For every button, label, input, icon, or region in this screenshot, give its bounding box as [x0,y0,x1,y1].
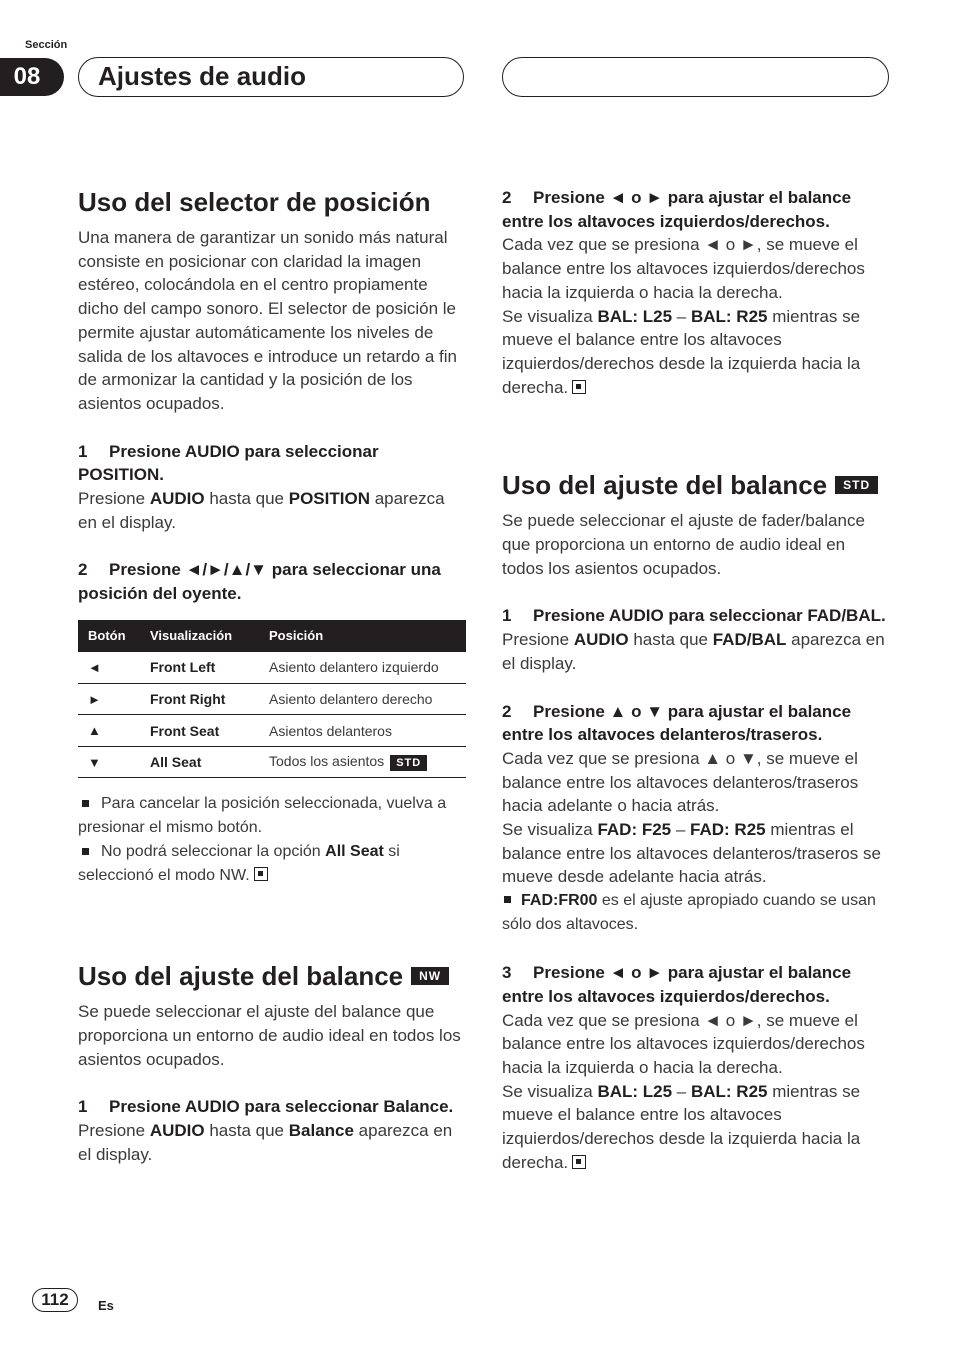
bullet-square-icon [504,896,511,903]
position-cell: Asientos delanteros [259,715,466,747]
section-heading-balance-std: Uso del ajuste del balance STD [502,469,890,501]
step-number: 2 [502,188,512,207]
table-row [78,746,466,778]
display-cell: Front Right [140,683,259,715]
bullet-square-icon [82,800,89,807]
step-number: 1 [78,1097,88,1117]
bullet-square-icon [82,848,89,855]
intro-paragraph: Se puede seleccionar el ajuste de fader/balance que proporciona un entorno de audio ideal en todos los asientos ocupados. [502,511,865,578]
nw-mode-tag: NW [411,967,449,985]
section-heading-position-selector: Uso del selector de posición [78,187,431,217]
step-number: 2 [502,701,512,721]
display-cell: All Seat [140,746,259,778]
display-cell: Front Seat [140,715,259,747]
notes [78,792,466,888]
table-header-row [78,620,466,652]
step-number: 1 [502,606,512,626]
step-body: Cada vez que se presiona ▲ o ▼, se mueve el balance entre los altavoces delanteros/traseros hacia adelante o hacia atrás. [502,748,859,816]
display-cell: Front Left [140,652,259,684]
step-2 [502,700,890,938]
step-body: Presione AUDIO hasta que FAD/BAL aparezca en el display. [502,630,885,673]
step-heading: Presione AUDIO para seleccionar Balance. [109,1097,454,1117]
language-code: Es [98,1298,114,1313]
step-2 [502,186,890,399]
step-1 [78,1095,466,1166]
note-fader-two-speakers: FAD:FR00 es el ajuste apropiado cuando se usan sólo dos altavoces. [502,892,876,934]
step-heading: Presione AUDIO para seleccionar POSITION. [78,441,379,485]
end-mark-icon [254,867,268,881]
intro-paragraph: Se puede seleccionar el ajuste del balance que proporciona un entorno de audio ideal en todos los asientos ocupados. [78,1002,461,1069]
step-body-display: Se visualiza BAL: L25 – BAL: R25 mientras se mueve el balance entre los altavoces izquierdos/derechos desde la izquierda hacia la derecha. [502,306,861,397]
button-cell: ▼ [78,746,140,778]
section-heading-balance-nw: Uso del ajuste del balance NW [78,960,466,992]
step-1 [502,604,890,675]
page-title: Ajustes de audio [98,61,307,91]
table-row [78,683,466,715]
position-cell: Asiento delantero izquierdo [259,652,466,684]
step-heading: Presione ◄ o ► para ajustar el balance entre los altavoces izquierdos/derechos. [502,963,852,1006]
end-mark-icon [572,380,586,394]
step-body: Presione AUDIO hasta que POSITION aparezca en el display. [78,489,445,532]
step-heading: Presione ◄/►/▲/▼ para seleccionar una posición del oyente. [78,560,441,604]
step-heading: Presione ◄ o ► para ajustar el balance entre los altavoces izquierdos/derechos. [502,188,852,231]
left-column [78,186,466,1167]
column-header: Visualización [140,620,259,652]
button-cell: ► [78,683,140,715]
position-cell: Asiento delantero derecho [259,683,466,715]
end-mark-icon [572,1155,586,1169]
step-3 [502,961,890,1174]
position-table [78,620,466,779]
step-body: Cada vez que se presiona ◄ o ►, se mueve el balance entre los altavoces izquierdos/derechos hacia la izquierda o hacia la derecha. [502,235,865,302]
step-number: 3 [502,963,512,983]
page-number: 112 [32,1288,78,1312]
step-1 [78,440,466,535]
step-2 [78,558,466,605]
position-cell: Todos los asientos STD [259,746,466,778]
right-column [502,186,890,1175]
header-empty-frame [502,57,889,97]
section-number-badge: 08 [0,58,64,96]
note-cancel-position: Para cancelar la posición seleccionada, vuelva a presionar el mismo botón. [78,795,447,837]
step-number: 2 [78,560,88,580]
std-mode-tag: STD [390,755,427,771]
step-heading: Presione AUDIO para seleccionar FAD/BAL. [533,606,886,626]
step-number: 1 [78,441,88,461]
step-body: Cada vez que se presiona ◄ o ►, se mueve el balance entre los altavoces izquierdos/derechos hacia la izquierda o hacia la derecha. [502,1010,865,1077]
std-mode-tag: STD [835,476,878,494]
table-row [78,715,466,747]
column-header: Botón [78,620,140,652]
column-header: Posición [259,620,466,652]
step-heading: Presione ▲ o ▼ para ajustar el balance entre los altavoces delanteros/traseros. [502,701,852,745]
intro-paragraph: Una manera de garantizar un sonido más natural consiste en posicionar con claridad la imagen estéreo, colocándola en el centro propiamente dicho del campo sonoro. El selector de posición le permite ajustar automáticamente los niveles de salida de los altavoces e introduce un retardo a fin de armonizar la cantidad y la posición de los asientos ocupados. [78,228,457,413]
step-body-display: Se visualiza BAL: L25 – BAL: R25 mientras se mueve el balance entre los altavoces izquierdos/derechos desde la izquierda hacia la derecha. [502,1081,861,1172]
step-body: Presione AUDIO hasta que Balance aparezca en el display. [78,1121,453,1164]
table-row [78,652,466,684]
section-label: Sección [25,39,68,51]
note-all-seat: No podrá seleccionar la opción All Seat si seleccionó el modo NW. [78,843,400,885]
button-cell: ▲ [78,715,140,747]
step-body-display: Se visualiza FAD: F25 – FAD: R25 mientras el balance entre los altavoces delanteros/traseros se mueve desde adelante hacia atrás. [502,820,881,887]
button-cell: ◄ [78,652,140,684]
